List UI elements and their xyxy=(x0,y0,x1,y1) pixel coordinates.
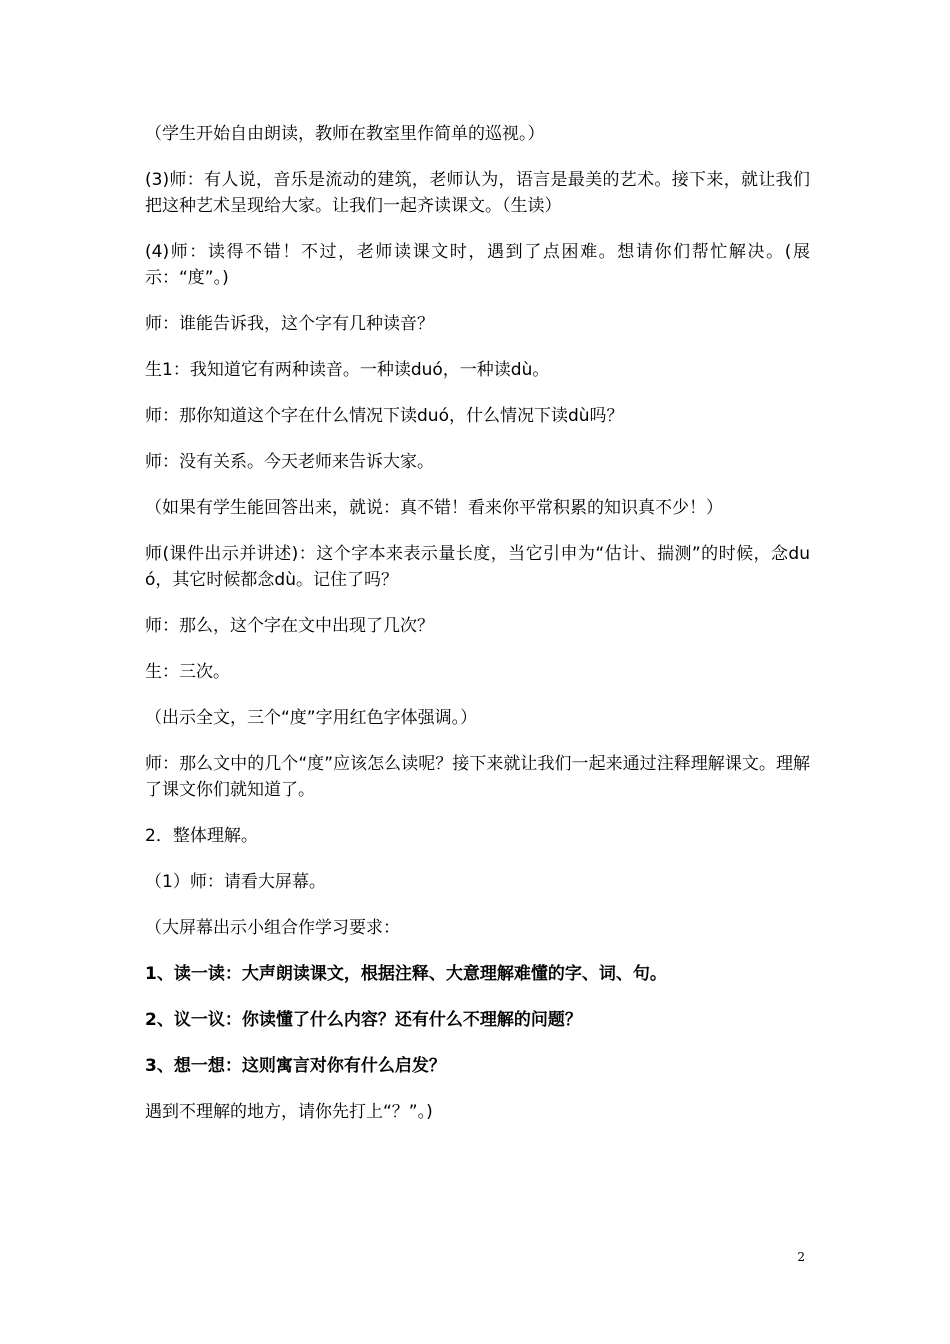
paragraph-13: 师：那么文中的几个“度”应该怎么读呢？接下来就让我们一起来通过注释理解课文。理解了课文你们就知道了。 xyxy=(145,754,810,800)
paragraph-9: 师(课件出示并讲述)：这个字本来表示量长度，当它引申为“估计、揣测”的时候，念duó，其它时候都念dù。记住了吗？ xyxy=(145,544,810,590)
paragraph-12: （出示全文，三个“度”字用红色字体强调。） xyxy=(145,708,478,728)
paragraph-11: 生：三次。 xyxy=(145,662,230,682)
paragraph-10: 师：那么，这个字在文中出现了几次？ xyxy=(145,616,434,636)
paragraph-4: 师：谁能告诉我，这个字有几种读音？ xyxy=(145,314,434,334)
paragraph-7: 师：没有关系。今天老师来告诉大家。 xyxy=(145,452,434,472)
paragraph-5: 生1：我知道它有两种读音。一种读duó，一种读dù。 xyxy=(145,360,550,380)
page-number: 2 xyxy=(797,1250,805,1264)
paragraph-20: 遇到不理解的地方，请你先打上“？”。) xyxy=(145,1102,433,1122)
paragraph-16: （大屏幕出示小组合作学习要求： xyxy=(145,918,400,938)
section-heading: 2．整体理解。 xyxy=(145,826,258,846)
requirement-1: 1、读一读：大声朗读课文，根据注释、大意理解难懂的字、词、句。 xyxy=(145,964,667,984)
paragraph-15: （1）师：请看大屏幕。 xyxy=(145,872,326,892)
document-body xyxy=(145,121,810,1145)
paragraph-8: （如果有学生能回答出来，就说：真不错！看来你平常积累的知识真不少！） xyxy=(145,498,723,518)
requirement-2: 2、议一议：你读懂了什么内容？还有什么不理解的问题？ xyxy=(145,1010,582,1030)
paragraph-1: （学生开始自由朗读，教师在教室里作简单的巡视。） xyxy=(145,124,545,144)
requirement-3: 3、想一想：这则寓言对你有什么启发？ xyxy=(145,1056,446,1076)
paragraph-6: 师：那你知道这个字在什么情况下读duó，什么情况下读dù吗？ xyxy=(145,406,624,426)
paragraph-3: (4)师：读得不错！不过，老师读课文时，遇到了点困难。想请你们帮忙解决。(展示：“度”。) xyxy=(145,242,810,288)
paragraph-2: (3)师：有人说，音乐是流动的建筑，老师认为，语言是最美的艺术。接下来，就让我们把这种艺术呈现给大家。让我们一起齐读课文。（生读） xyxy=(145,170,810,216)
